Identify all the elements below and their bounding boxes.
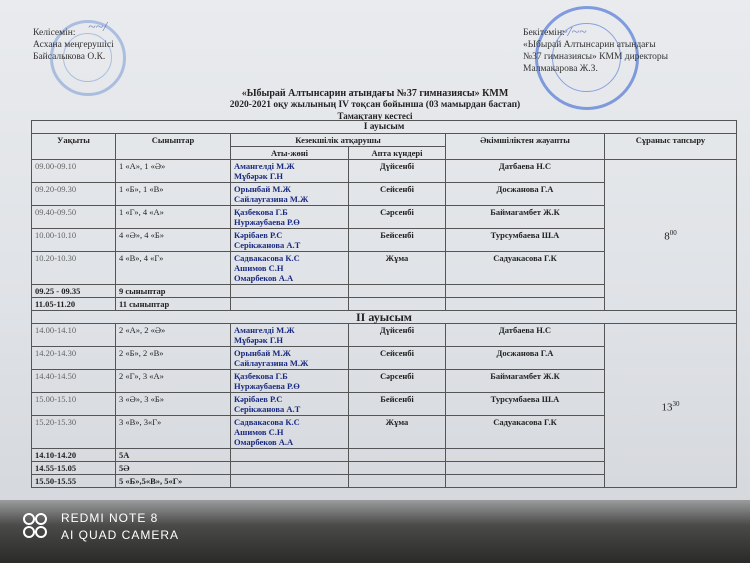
weekday-cell: Жұма <box>349 252 446 285</box>
left-signature: ~~/ <box>88 20 108 35</box>
weekday-cell: Сейсенбі <box>349 347 446 370</box>
duty-name: Нуржаубаева Р.Ө <box>234 381 300 391</box>
duty-name: Кәрібаев Р.С <box>234 394 283 404</box>
classes-cell: 5Ә <box>116 462 231 475</box>
empty-cell <box>231 475 349 488</box>
empty-cell <box>446 449 605 462</box>
time-cell: 14.00-14.10 <box>32 324 116 347</box>
header-right-line2: «Ыбырай Алтынсарин атындағы <box>523 40 656 50</box>
time-cell: 11.05-11.20 <box>32 298 116 311</box>
admin-cell: Датбаева Н.С <box>446 324 605 347</box>
col-request: Сұраныс тапсыру <box>605 134 737 160</box>
shift2-body <box>32 324 737 488</box>
time-cell: 15.50-15.55 <box>32 475 116 488</box>
header-left <box>33 27 114 63</box>
time-cell: 15.00-15.10 <box>32 393 116 416</box>
col-admin: Әкімшіліктен жауапты <box>446 134 605 160</box>
classes-cell: 2 «Г», 3 «А» <box>116 370 231 393</box>
table-row <box>32 324 737 347</box>
header-right <box>523 27 668 75</box>
weekday-cell: Дүйсенбі <box>349 324 446 347</box>
duty-name: Серікжанова А.Т <box>234 240 301 250</box>
duty-names-cell <box>231 160 349 183</box>
shift1-body <box>32 160 737 311</box>
document-caption: Тамақтану кестесі <box>337 111 413 121</box>
empty-cell <box>231 285 349 298</box>
request-time: 13 <box>661 401 673 414</box>
duty-name: Сайлаугазина М.Ж <box>234 358 309 368</box>
empty-cell <box>446 462 605 475</box>
header-right-line1: Бекітемін: <box>523 28 565 38</box>
empty-cell <box>349 285 446 298</box>
empty-cell <box>446 475 605 488</box>
duty-name: Сайлаугазина М.Ж <box>234 194 309 204</box>
time-cell: 09.25 - 09.35 <box>32 285 116 298</box>
col-name: Аты-жөні <box>231 147 349 160</box>
admin-cell: Турсумбаева Ш.А <box>446 393 605 416</box>
classes-cell: 5А <box>116 449 231 462</box>
admin-cell: Датбаева Н.С <box>446 160 605 183</box>
empty-cell <box>231 462 349 475</box>
weekday-cell: Дүйсенбі <box>349 160 446 183</box>
classes-cell: 4 «Ә», 4 «Б» <box>116 229 231 252</box>
duty-name: Мұбәрәк Г.Н <box>234 171 284 181</box>
weekday-cell: Сәрсенбі <box>349 206 446 229</box>
duty-name: Мұбәрәк Г.Н <box>234 335 284 345</box>
request-time-minutes: 30 <box>672 399 680 408</box>
duty-name: Ашимов С.Н <box>234 427 284 437</box>
time-cell: 14.10-14.20 <box>32 449 116 462</box>
duty-names-cell <box>231 393 349 416</box>
duty-name: Садвакасова К.С <box>234 253 300 263</box>
request-time: 8 <box>664 230 670 243</box>
right-signature: ~/~~ <box>560 25 587 40</box>
empty-cell <box>349 462 446 475</box>
col-weekdays: Апта күндері <box>349 147 446 160</box>
col-classes: Сыныптар <box>116 134 231 160</box>
watermark-camera: AI QUAD CAMERA <box>61 528 180 542</box>
classes-cell: 2 «А», 2 «Ә» <box>116 324 231 347</box>
time-cell: 14.55-15.05 <box>32 462 116 475</box>
duty-names-cell <box>231 183 349 206</box>
document-title: «Ыбырай Алтынсарин атындағы №37 гимназиясы» КММ <box>241 88 509 99</box>
weekday-cell: Жұма <box>349 416 446 449</box>
column-header-row <box>32 134 737 147</box>
time-cell: 09.20-09.30 <box>32 183 116 206</box>
duty-names-cell <box>231 252 349 285</box>
shift2-header-row <box>32 311 737 324</box>
classes-cell: 9 сыныптар <box>116 285 231 298</box>
duty-names-cell <box>231 416 349 449</box>
time-cell: 10.00-10.10 <box>32 229 116 252</box>
duty-name: Серікжанова А.Т <box>234 404 301 414</box>
duty-name: Қазбекова Г.Б <box>234 207 288 217</box>
admin-cell: Садуакасова Г.К <box>446 416 605 449</box>
header-left-line3: Байсалыкова О.К. <box>33 52 106 62</box>
weekday-cell: Сәрсенбі <box>349 370 446 393</box>
duty-name: Қазбекова Г.Б <box>234 371 288 381</box>
weekday-cell: Сейсенбі <box>349 183 446 206</box>
duty-name: Амангелді М.Ж <box>234 161 295 171</box>
time-cell: 14.20-14.30 <box>32 347 116 370</box>
weekday-cell: Бейсенбі <box>349 229 446 252</box>
duty-names-cell <box>231 347 349 370</box>
weekday-cell: Бейсенбі <box>349 393 446 416</box>
duty-names-cell <box>231 370 349 393</box>
classes-cell: 3 «В», 3«Г» <box>116 416 231 449</box>
shift1-header-row <box>32 121 737 134</box>
shift1-label: I ауысым <box>32 121 737 134</box>
admin-cell: Садуакасова Г.К <box>446 252 605 285</box>
header-right-line3: №37 гимназиясы» КММ директоры <box>523 52 669 62</box>
watermark-model: REDMI NOTE 8 <box>61 511 159 525</box>
classes-cell: 5 «Б»,5«В», 5«Г» <box>116 475 231 488</box>
request-time-cell <box>605 324 737 488</box>
duty-name: Ашимов С.Н <box>234 263 284 273</box>
duty-names-cell <box>231 229 349 252</box>
classes-cell: 1 «Г», 4 «А» <box>116 206 231 229</box>
admin-cell: Досжанова Г.А <box>446 183 605 206</box>
empty-cell <box>446 285 605 298</box>
document-subtitle: 2020-2021 оқу жылының IV тоқсан бойынша (03 мамырдан бастап) <box>229 100 521 110</box>
classes-cell: 11 сыныптар <box>116 298 231 311</box>
request-time-cell <box>605 160 737 311</box>
col-duty: Кезекшілік атқарушы <box>231 134 446 147</box>
time-cell: 10.20-10.30 <box>32 252 116 285</box>
header-left-line1: Келісемін: <box>33 28 76 38</box>
time-cell: 09.40-09.50 <box>32 206 116 229</box>
col-time: Уақыты <box>32 134 116 160</box>
empty-cell <box>349 298 446 311</box>
header-right-line4: Малмакарова Ж.З. <box>523 64 598 74</box>
empty-cell <box>349 449 446 462</box>
duty-name: Орынбай М.Ж <box>234 348 291 358</box>
duty-name: Нуржаубаева Р.Ө <box>234 217 300 227</box>
duty-name: Садвакасова К.С <box>234 417 300 427</box>
admin-cell: Досжанова Г.А <box>446 347 605 370</box>
admin-cell: Баймагамбет Ж.К <box>446 370 605 393</box>
duty-names-cell <box>231 324 349 347</box>
time-cell: 15.20-15.30 <box>32 416 116 449</box>
empty-cell <box>349 475 446 488</box>
admin-cell: Баймагамбет Ж.К <box>446 206 605 229</box>
request-time-minutes: 00 <box>669 229 677 238</box>
duty-name: Омарбеков А.А <box>234 437 294 447</box>
empty-cell <box>231 449 349 462</box>
camera-lens-icon <box>23 513 49 541</box>
empty-cell <box>446 298 605 311</box>
duty-names-cell <box>231 206 349 229</box>
shift2-label: II ауысым <box>32 311 737 324</box>
admin-cell: Турсумбаева Ш.А <box>446 229 605 252</box>
time-cell: 14.40-14.50 <box>32 370 116 393</box>
duty-name: Орынбай М.Ж <box>234 184 291 194</box>
duty-name: Кәрібаев Р.С <box>234 230 283 240</box>
duty-name: Амангелді М.Ж <box>234 325 295 335</box>
classes-cell: 1 «А», 1 «Ә» <box>116 160 231 183</box>
schedule-table <box>31 120 737 488</box>
classes-cell: 2 «Б», 2 «В» <box>116 347 231 370</box>
classes-cell: 3 «Ә», 3 «Б» <box>116 393 231 416</box>
classes-cell: 1 «Б», 1 «В» <box>116 183 231 206</box>
duty-name: Омарбеков А.А <box>234 273 294 283</box>
time-cell: 09.00-09.10 <box>32 160 116 183</box>
empty-cell <box>231 298 349 311</box>
classes-cell: 4 «В», 4 «Г» <box>116 252 231 285</box>
header-left-line2: Асхана меңгерушісі <box>33 40 114 50</box>
table-row <box>32 160 737 183</box>
